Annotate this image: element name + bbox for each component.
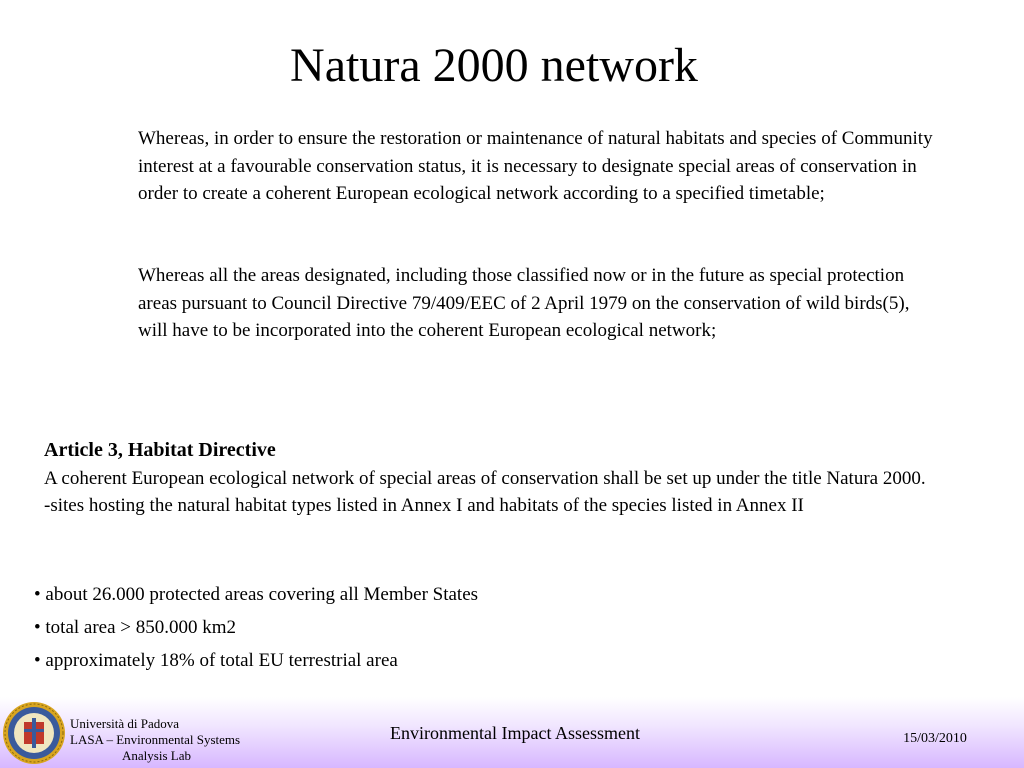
university-seal-icon (2, 700, 66, 766)
article-sites: -sites hosting the natural habitat types listed in Annex I and habitats of the species listed in Annex II (44, 495, 804, 516)
quote-paragraph-2: Whereas all the areas designated, including those classified now or in the future as special protection areas pursuant to Council Directive 79/409/EEC of 2 April 1979 on the conservation of wild birds(5), will have to be incorporated into the coherent European ecological network; (138, 265, 910, 341)
quote-paragraph-1: Whereas, in order to ensure the restoration or maintenance of natural habitats and species of Community interest at a favourable conservation status, it is necessary to designate special areas of conservation in order to create a coherent European ecological network according to a specified timetable; (138, 128, 933, 204)
article-section (44, 437, 1004, 520)
article-heading: Article 3, Habitat Directive (44, 439, 276, 461)
slide-date: 15/03/2010 (903, 731, 967, 746)
bullet-item: • approximately 18% of total EU terrestrial area (34, 650, 398, 671)
bullet-list (34, 578, 734, 677)
university-line-1: Università di Padova (70, 716, 180, 731)
course-title: Environmental Impact Assessment (390, 723, 640, 743)
university-line-2: LASA – Environmental Systems (70, 732, 241, 747)
article-text: A coherent European ecological network of special areas of conservation shall be set up under the title Natura 2000. (44, 467, 926, 489)
university-name (70, 716, 310, 764)
university-line-3: Analysis Lab (122, 748, 191, 763)
bullet-item: • about 26.000 protected areas covering all Member States (34, 584, 479, 605)
bullet-item: • total area > 850.000 km2 (34, 617, 237, 638)
slide-title: Natura 2000 network (290, 39, 698, 92)
